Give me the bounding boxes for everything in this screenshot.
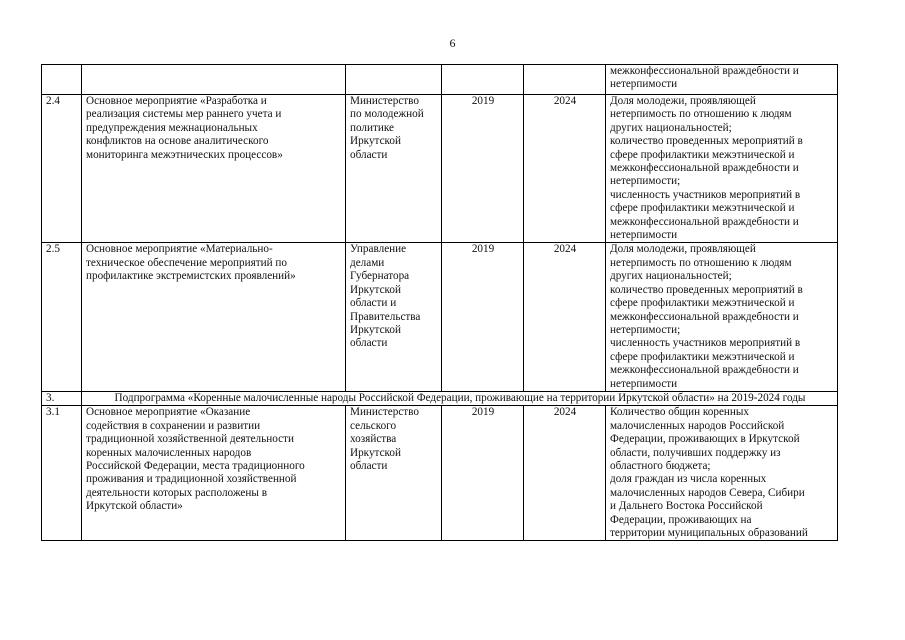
text-line: хозяйства bbox=[350, 433, 397, 446]
table-row bbox=[42, 243, 838, 391]
text-line: нетерпимость по отношению к людям bbox=[610, 108, 792, 121]
text-line: Губернатора bbox=[350, 270, 410, 283]
cell-desc bbox=[82, 243, 346, 391]
text-line: межконфессиональной враждебности и bbox=[610, 65, 799, 77]
text-line: Российской Федерации, места традиционного bbox=[86, 459, 305, 472]
text-line: других национальностей; bbox=[610, 121, 732, 134]
text-line: сфере профилактики межэтнической и bbox=[610, 202, 795, 215]
cell-desc bbox=[82, 65, 346, 95]
text-line: Федерации, проживающих на bbox=[610, 513, 752, 526]
cell-num: 2.4 bbox=[42, 95, 82, 243]
cell-end bbox=[524, 65, 606, 95]
text-line: нетерпимости bbox=[610, 78, 678, 91]
text-line: межконфессиональной враждебности и bbox=[610, 215, 799, 228]
text-line: техническое обеспечение мероприятий по bbox=[86, 256, 288, 269]
text-line: области bbox=[350, 337, 388, 350]
text-line: количество проведенных мероприятий в bbox=[610, 283, 803, 296]
text-line: межконфессиональной враждебности и bbox=[610, 364, 799, 377]
cell-org bbox=[346, 95, 442, 243]
text-line: делами bbox=[350, 256, 385, 269]
text-line: Иркутской bbox=[350, 323, 401, 336]
table-row-continuation bbox=[42, 65, 838, 95]
text-line: численность участников мероприятий в bbox=[610, 188, 801, 201]
cell-indicator bbox=[606, 95, 838, 243]
text-line: Министерство bbox=[350, 95, 419, 107]
text-line: Министерство bbox=[350, 406, 419, 419]
text-line: политике bbox=[350, 121, 395, 134]
cell-end: 2024 bbox=[524, 243, 606, 391]
text-line: сельского bbox=[350, 419, 397, 432]
text-line: области, получивших поддержку из bbox=[610, 446, 781, 459]
cell-desc bbox=[82, 95, 346, 243]
text-line: малочисленных народов Российской bbox=[610, 419, 785, 432]
text-line: проживания и традиционной хозяйственной bbox=[86, 473, 297, 486]
text-line: Управление bbox=[350, 243, 407, 256]
text-line: нетерпимости; bbox=[610, 323, 681, 336]
cell-start: 2019 bbox=[442, 406, 524, 541]
text-line: доля граждан из числа коренных bbox=[610, 473, 767, 486]
cell-end: 2024 bbox=[524, 95, 606, 243]
text-line: Федерации, проживающих в Иркутской bbox=[610, 433, 800, 446]
text-line: численность участников мероприятий в bbox=[610, 337, 801, 350]
text-line: Иркутской bbox=[350, 135, 401, 148]
text-line: областного бюджета; bbox=[610, 459, 711, 472]
text-line: по молодежной bbox=[350, 108, 424, 121]
cell-start: 2019 bbox=[442, 243, 524, 391]
text-line: области bbox=[350, 459, 388, 472]
text-line: количество проведенных мероприятий в bbox=[610, 135, 803, 148]
text-line: нетерпимости bbox=[610, 377, 678, 390]
table-row bbox=[42, 95, 838, 243]
text-line: Количество общин коренных bbox=[610, 406, 750, 419]
cell-end: 2024 bbox=[524, 406, 606, 541]
text-line: межконфессиональной враждебности и bbox=[610, 310, 799, 323]
cell-indicator bbox=[606, 243, 838, 391]
text-line: межконфессиональной враждебности и bbox=[610, 162, 799, 175]
text-line: Основное мероприятие «Материально- bbox=[86, 243, 273, 256]
text-line: конфликтов на основе аналитического bbox=[86, 135, 269, 148]
text-line: Основное мероприятие «Оказание bbox=[86, 406, 251, 419]
cell-num: 3.1 bbox=[42, 406, 82, 541]
text-line: малочисленных народов Севера, Сибири bbox=[610, 486, 805, 499]
text-line: области и bbox=[350, 297, 397, 310]
text-line: нетерпимость по отношению к людям bbox=[610, 256, 792, 269]
cell-num: 2.5 bbox=[42, 243, 82, 391]
text-line: Иркутской области» bbox=[86, 500, 183, 513]
text-line: традиционной хозяйственной деятельности bbox=[86, 433, 294, 446]
cell-org bbox=[346, 65, 442, 95]
cell-num: 3. bbox=[42, 391, 82, 405]
program-table bbox=[41, 64, 838, 541]
text-line: Иркутской bbox=[350, 283, 401, 296]
text-line: Правительства bbox=[350, 310, 421, 323]
cell-org bbox=[346, 243, 442, 391]
text-line: Основное мероприятие «Разработка и bbox=[86, 95, 267, 107]
text-line: области bbox=[350, 148, 388, 161]
text-line: Доля молодежи, проявляющей bbox=[610, 95, 756, 107]
cell-num bbox=[42, 65, 82, 95]
text-line: Иркутской bbox=[350, 446, 401, 459]
table-row bbox=[42, 406, 838, 541]
text-line: предупреждения межнациональных bbox=[86, 121, 258, 134]
cell-start bbox=[442, 65, 524, 95]
text-line: и Дальнего Востока Российской bbox=[610, 500, 763, 513]
text-line: сфере профилактики межэтнической и bbox=[610, 148, 795, 161]
subprogram-row bbox=[42, 391, 838, 405]
text-line: содействия в сохранении и развитии bbox=[86, 419, 261, 432]
cell-desc bbox=[82, 406, 346, 541]
page-number: 6 bbox=[449, 36, 456, 50]
cell-org bbox=[346, 406, 442, 541]
cell-indicator bbox=[606, 65, 838, 95]
text-line: реализация системы мер раннего учета и bbox=[86, 108, 282, 121]
text-line: мониторинга межэтнических процессов» bbox=[86, 148, 283, 161]
text-line: профилактике экстремистских проявлений» bbox=[86, 270, 296, 283]
text-line: других национальностей; bbox=[610, 270, 732, 283]
text-line: нетерпимости bbox=[610, 229, 678, 242]
subprogram-title: Подпрограмма «Коренные малочисленные народы Российской Федерации, проживающие на территории Иркутской области» на 2019-2024 годы bbox=[82, 391, 838, 405]
text-line: нетерпимости; bbox=[610, 175, 681, 188]
cell-start: 2019 bbox=[442, 95, 524, 243]
text-line: Доля молодежи, проявляющей bbox=[610, 243, 756, 256]
text-line: деятельности которых расположены в bbox=[86, 486, 267, 499]
text-line: территории муниципальных образований bbox=[610, 527, 808, 539]
text-line: сфере профилактики межэтнической и bbox=[610, 350, 795, 363]
text-line: коренных малочисленных народов bbox=[86, 446, 252, 459]
text-line: сфере профилактики межэтнической и bbox=[610, 297, 795, 310]
cell-indicator bbox=[606, 406, 838, 541]
